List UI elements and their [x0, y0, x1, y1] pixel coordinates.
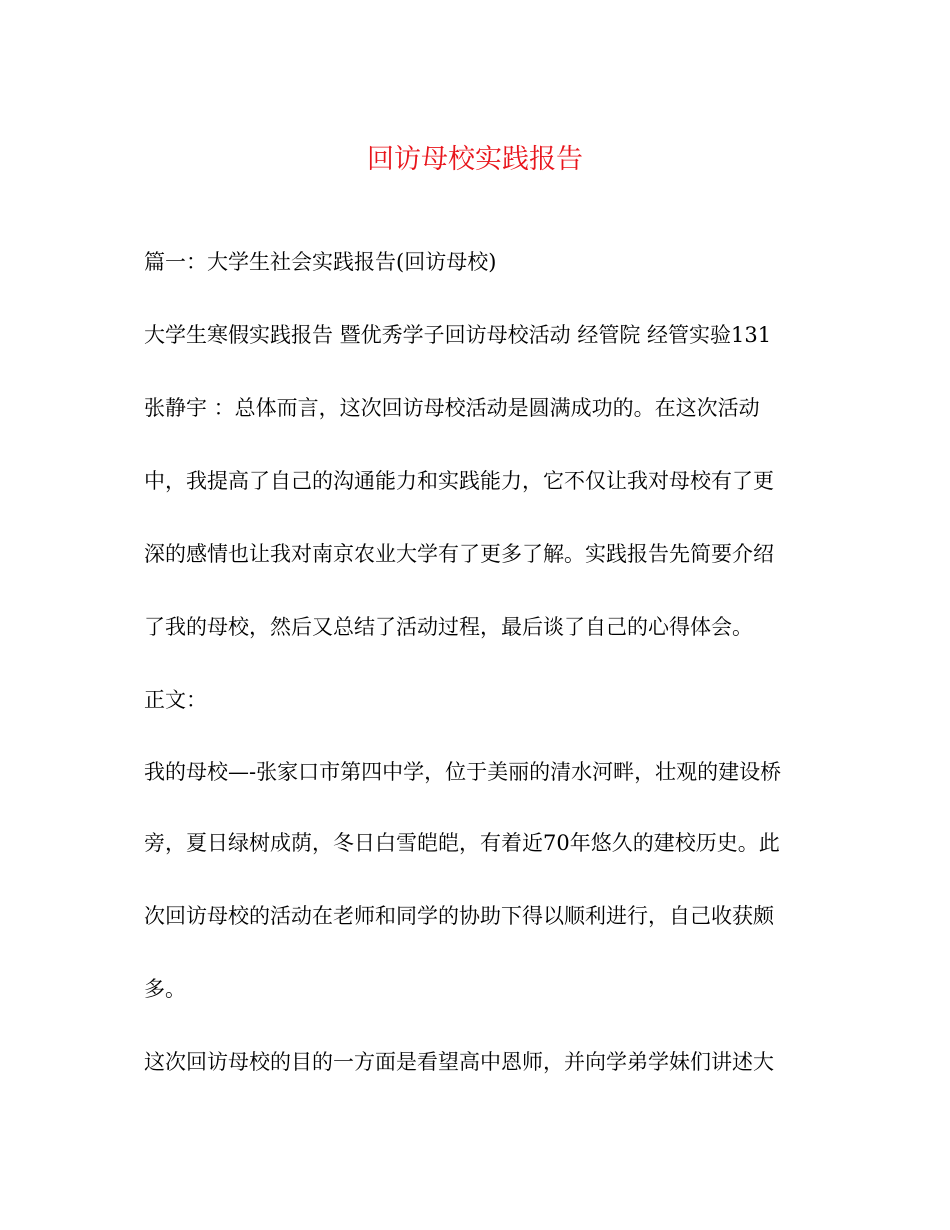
- paragraph-line: 多。: [144, 977, 186, 1001]
- section-heading: 篇一：大学生社会实践报告(回访母校): [144, 250, 497, 274]
- paragraph-line: 这次回访母校的目的一方面是看望高中恩师，并向学弟学妹们讲述大: [144, 1050, 774, 1074]
- paragraph-line: 深的感情也让我对南京农业大学有了更多了解。实践报告先简要介绍: [144, 542, 774, 566]
- document-title: 回访母校实践报告: [367, 144, 583, 175]
- paragraph-line: 了我的母校，然后又总结了活动过程，最后谈了自己的心得体会。: [144, 615, 753, 639]
- paragraph-line: 旁，夏日绿树成荫，冬日白雪皑皑，有着近70年悠久的建校历史。此: [144, 831, 780, 855]
- paragraph-line: 大学生寒假实践报告 暨优秀学子回访母校活动 经管院 经管实验131: [144, 323, 772, 347]
- paragraph-line: 我的母校—-张家口市第四中学，位于美丽的清水河畔，壮观的建设桥: [144, 760, 782, 784]
- paragraph-line: 次回访母校的活动在老师和同学的协助下得以顺利进行，自己收获颇: [144, 904, 774, 928]
- paragraph-line: 中，我提高了自己的沟通能力和实践能力，它不仅让我对母校有了更: [144, 469, 774, 493]
- body-heading: 正文：: [144, 688, 207, 712]
- paragraph-line: 张静宇 ：总体而言，这次回访母校活动是圆满成功的。在这次活动: [144, 396, 760, 420]
